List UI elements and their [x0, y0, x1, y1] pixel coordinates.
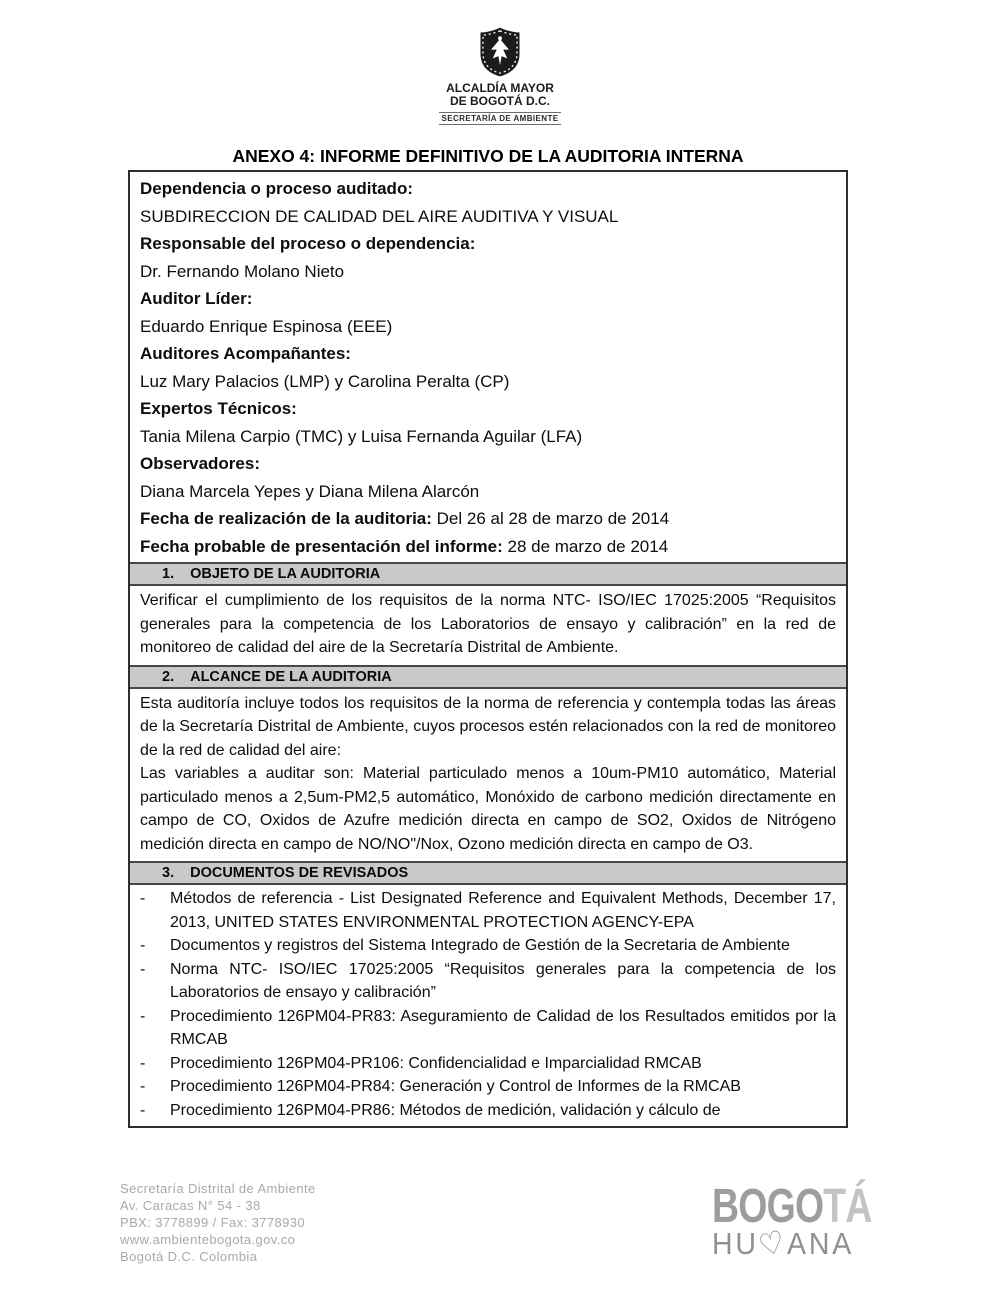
list-bullet: - — [140, 1101, 146, 1119]
field-label-auditores-acompanantes: Auditores Acompañantes: — [140, 344, 351, 363]
documents-list — [130, 885, 846, 1126]
section-number: 1. — [162, 566, 175, 582]
section-header-documentos — [130, 861, 846, 885]
list-bullet: - — [140, 1078, 146, 1095]
list-item — [140, 1005, 836, 1052]
list-item — [140, 1099, 836, 1123]
section-heading: ALCANCE DE LA AUDITORIA — [190, 668, 392, 685]
list-bullet: - — [140, 960, 146, 978]
brand-humana-wordmark — [712, 1222, 900, 1265]
paragraph: Verificar el cumplimiento de los requisitos de la norma NTC- ISO/IEC 17025:2005 “Requisitos generales para la competencia de los Laboratorios de ensayo y calibración” en la red de monitoreo de calidad del aire de la Secretaría Distrital de Ambiente. — [140, 592, 836, 656]
list-bullet: - — [140, 937, 146, 954]
list-item-text: Métodos de referencia - List Designated Reference and Equivalent Methods, December 17, 2013, UNITED STATES ENVIRONMENTAL PROTECTION AGENCY-EPA — [170, 890, 836, 931]
city-crest-header — [0, 26, 1000, 126]
org-subtitle: SECRETARÍA DE AMBIENTE — [439, 112, 562, 125]
footer-website: www.ambientebogota.gov.co — [120, 1232, 296, 1247]
list-bullet: - — [140, 890, 146, 907]
field-fecha-presentacion — [130, 533, 846, 561]
brand-humana-suffix: ANA — [787, 1226, 854, 1261]
section-body-alcance — [130, 689, 846, 860]
brand-text-light: TÁ — [823, 1180, 872, 1233]
field-label-observadores: Observadores: — [140, 454, 260, 473]
heart-icon: ♡ — [755, 1222, 791, 1265]
field-value-expertos-tecnicos: Tania Milena Carpio (TMC) y Luisa Fernanda Aguilar (LFA) — [140, 426, 583, 446]
list-item-text: Procedimiento 126PM04-PR84: Generación y Control de Informes de la RMCAB — [170, 1078, 741, 1095]
list-item — [140, 958, 836, 1005]
list-item-text: Norma NTC- ISO/IEC 17025:2005 “Requisitos generales para la competencia de los Laboratorios de ensayo y calibración” — [170, 960, 836, 1001]
field-value-fecha-realizacion: Del 26 al 28 de marzo de 2014 — [436, 509, 670, 528]
audit-info-table — [128, 170, 848, 1128]
field-value-fecha-presentacion: 28 de marzo de 2014 — [507, 536, 669, 556]
paragraph: Esta auditoría incluye todos los requisitos de la norma de referencia y contempla todas las áreas de la Secretaría Distrital de Ambiente, cuyos procesos estén relacionados con la red de monitoreo de la red de calidad del aire: — [140, 694, 836, 759]
list-item — [140, 1075, 836, 1099]
list-item-text: Procedimiento 126PM04-PR86: Métodos de medición, validación y cálculo de — [170, 1101, 721, 1119]
field-value-dependencia: SUBDIRECCION DE CALIDAD DEL AIRE AUDITIVA Y VISUAL — [140, 206, 619, 226]
footer-street-address: Av. Caracas N° 54 - 38 — [120, 1198, 261, 1213]
footer-phone-fax: PBX: 3778899 / Fax: 3778930 — [120, 1215, 305, 1230]
field-value-responsable: Dr. Fernando Molano Nieto — [140, 261, 345, 281]
document-title: ANEXO 4: INFORME DEFINITIVO DE LA AUDITORIA INTERNA — [232, 146, 744, 166]
section-header-objeto — [130, 562, 846, 586]
field-label-dependencia: Dependencia o proceso auditado: — [140, 179, 413, 198]
brand-text-dark: BOGO — [712, 1180, 824, 1233]
field-label-auditor-lider: Auditor Líder: — [140, 289, 253, 308]
field-label-expertos-tecnicos: Expertos Técnicos: — [140, 399, 297, 418]
section-header-alcance — [130, 665, 846, 689]
org-name-line2: DE BOGOTÁ D.C. — [449, 94, 550, 108]
footer-city: Bogotá D.C. Colombia — [120, 1249, 258, 1264]
brand-humana-prefix: HU — [712, 1226, 759, 1261]
list-bullet: - — [140, 1007, 146, 1025]
brand-bogota-wordmark — [712, 1180, 872, 1233]
field-fecha-realizacion — [130, 505, 846, 533]
bogota-humana-logo — [712, 1180, 917, 1265]
bogota-crest-icon — [475, 26, 525, 78]
list-item — [140, 1052, 836, 1076]
field-value-auditor-lider: Eduardo Enrique Espinosa (EEE) — [140, 316, 393, 336]
footer-org-name: Secretaría Distrital de Ambiente — [120, 1181, 316, 1196]
list-item-text: Documentos y registros del Sistema Integrado de Gestión de la Secretaria de Ambiente — [170, 937, 790, 954]
field-value-observadores: Diana Marcela Yepes y Diana Milena Alarcón — [140, 481, 480, 501]
list-item — [140, 934, 836, 958]
footer-address-block — [120, 1180, 316, 1265]
field-label-fecha-presentacion: Fecha probable de presentación del informe: — [140, 536, 503, 556]
paragraph: Las variables a auditar son: Material particulado menos a 10um-PM10 automático, Material particulado menos a 2,5um-PM2,5 automático, Monóxido de carbono medición directamente en campo de CO, Oxidos de Azufre medición directa en campo de SO2, Oxidos de Nitrógeno medición directa en campo de NO/NO"/Nox, Ozono medición directa en campo de O3. — [140, 765, 836, 853]
section-number: 2. — [162, 668, 175, 685]
field-label-fecha-realizacion: Fecha de realización de la auditoria: — [140, 509, 432, 528]
section-number: 3. — [162, 865, 175, 881]
list-bullet: - — [140, 1054, 146, 1072]
org-name-line1: ALCALDÍA MAYOR — [446, 81, 554, 95]
list-item-text: Procedimiento 126PM04-PR83: Aseguramiento de Calidad de los Resultados emitidos por la RMCAB — [170, 1007, 836, 1048]
list-item-text: Procedimiento 126PM04-PR106: Confidencialidad e Imparcialidad RMCAB — [170, 1054, 702, 1072]
section-body-objeto — [130, 586, 846, 663]
section-heading: OBJETO DE LA AUDITORIA — [190, 566, 381, 582]
field-value-auditores-acompanantes: Luz Mary Palacios (LMP) y Carolina Peralta (CP) — [140, 371, 510, 391]
list-item — [140, 887, 836, 934]
section-heading: DOCUMENTOS DE REVISADOS — [190, 865, 409, 881]
field-label-responsable: Responsable del proceso o dependencia: — [140, 234, 476, 253]
